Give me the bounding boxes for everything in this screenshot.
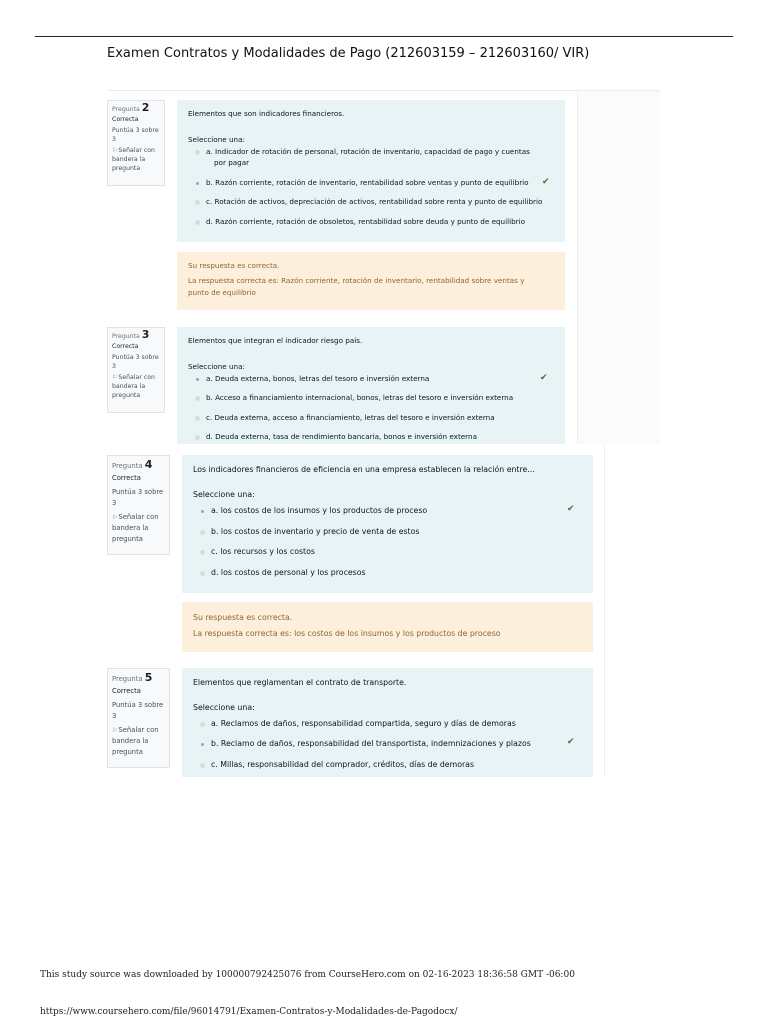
question-2-answer-c[interactable]: c. Rotación de activos, depreciación de activos, rentabilidad sobre renta y punto de equilibrio [195, 197, 542, 207]
question-4-score: Puntúa 3 sobre 3 [112, 488, 164, 507]
flag-icon: ⚐ [112, 727, 118, 734]
question-3-answer-a[interactable]: a. Deuda externa, bonos, letras del tesoro e inversión externa [195, 374, 429, 384]
radio-selected-icon[interactable] [201, 743, 204, 746]
question-2-answer-a-cont: por pagar [214, 158, 250, 167]
question-4-answer-b[interactable]: b. los costos de inventario y precio de venta de estos [200, 527, 419, 537]
question-4-text: Los indicadores financieros de eficiencia en una empresa establecen la relación entre... [193, 465, 535, 474]
question-5-prompt: Seleccione una: [193, 703, 255, 712]
question-5-state: Correcta [112, 687, 141, 695]
question-4-flag[interactable]: ⚐Señalar con bandera la pregunta [112, 513, 159, 543]
radio-icon[interactable] [195, 396, 200, 401]
question-3-number: Pregunta 3 [112, 328, 150, 341]
question-4-answer-d[interactable]: d. los costos de personal y los procesos [200, 568, 366, 578]
top-divider [35, 36, 733, 37]
question-2-text: Elementos que son indicadores financieros. [188, 109, 345, 118]
check-icon: ✔ [542, 177, 550, 187]
question-2-score: Puntúa 3 sobre 3 [112, 127, 159, 143]
footer-url-line[interactable]: https://www.coursehero.com/file/96014791/Examen-Contratos-y-Modalidades-de-Pagodocx/ [40, 1007, 458, 1017]
question-2-answer-b[interactable]: b. Razón corriente, rotación de inventario, rentabilidad sobre ventas y punto de equilibrio [195, 178, 529, 188]
document-title: Examen Contratos y Modalidades de Pago (212603159 – 212603160/ VIR) [107, 46, 590, 61]
question-3-answer-b[interactable]: b. Acceso a financiamiento internacional, bonos, letras del tesoro e inversión externa [195, 393, 513, 403]
footer-source-line: This study source was downloaded by 100000792425076 from CourseHero.com on 02-16-2023 18:36:58 GMT -06:00 [40, 970, 575, 980]
question-2-info [107, 100, 165, 186]
question-5-answer-b[interactable]: b. Reclamo de daños, responsabilidad del transportista, indemnizaciones y plazos [200, 739, 531, 749]
check-icon: ✔ [567, 737, 575, 747]
screenshot-questions-4-5 [107, 444, 605, 777]
radio-icon[interactable] [200, 530, 205, 535]
page-side-strip [577, 91, 660, 444]
question-4-answer-a[interactable]: a. los costos de los insumos y los productos de proceso [200, 506, 427, 516]
check-icon: ✔ [567, 504, 575, 514]
question-2-state: Correcta [112, 115, 139, 123]
question-2-prompt: Seleccione una: [188, 135, 245, 144]
question-5-score: Puntúa 3 sobre 3 [112, 701, 164, 720]
flag-icon: ⚐ [112, 374, 118, 382]
question-2-flag[interactable]: ⚐Señalar con bandera la pregunta [112, 147, 155, 172]
radio-icon[interactable] [200, 763, 205, 768]
screenshot-questions-2-3 [107, 90, 660, 444]
radio-icon[interactable] [200, 722, 205, 727]
radio-icon[interactable] [195, 435, 200, 440]
question-2-number: Pregunta 2 [112, 101, 150, 114]
question-2-answer-a[interactable]: a. Indicador de rotación de personal, rotación de inventario, capacidad de pago y cuentas [195, 147, 530, 157]
question-4-info [107, 455, 170, 555]
question-4-feedback-status: Su respuesta es correcta. [193, 613, 293, 622]
question-4-feedback-answer: La respuesta correcta es: los costos de los insumos y los productos de proceso [193, 629, 501, 638]
question-4-state: Correcta [112, 474, 141, 482]
radio-icon[interactable] [195, 220, 200, 225]
question-4-feedback [182, 602, 593, 652]
question-5-number: Pregunta 5 [112, 671, 153, 684]
flag-icon: ⚐ [112, 514, 118, 521]
question-5-text: Elementos que reglamentan el contrato de transporte. [193, 678, 407, 687]
radio-selected-icon[interactable] [201, 510, 204, 513]
radio-icon[interactable] [195, 150, 200, 155]
question-4-formulation [182, 455, 593, 593]
question-3-info [107, 327, 165, 413]
question-2-answer-d[interactable]: d. Razón corriente, rotación de obsoletos, rentabilidad sobre deuda y punto de equilibrio [195, 217, 525, 227]
radio-selected-icon[interactable] [196, 378, 199, 381]
question-5-formulation [182, 668, 593, 777]
radio-icon[interactable] [200, 571, 205, 576]
question-3-answer-c[interactable]: c. Deuda externa, acceso a financiamiento, letras del tesoro e inversión externa [195, 413, 495, 423]
question-2-feedback-status: Su respuesta es correcta. [188, 261, 280, 270]
question-3-score: Puntúa 3 sobre 3 [112, 354, 159, 370]
question-4-prompt: Seleccione una: [193, 490, 255, 499]
radio-icon[interactable] [195, 200, 200, 205]
question-3-prompt: Seleccione una: [188, 362, 245, 371]
question-3-formulation [177, 327, 565, 444]
question-5-answer-a[interactable]: a. Reclamos de daños, responsabilidad compartida, seguro y días de demoras [200, 719, 516, 729]
question-2-formulation [177, 100, 565, 242]
radio-icon[interactable] [195, 416, 200, 421]
flag-icon: ⚐ [112, 147, 118, 155]
question-3-flag[interactable]: ⚐Señalar con bandera la pregunta [112, 374, 155, 399]
radio-selected-icon[interactable] [196, 182, 199, 185]
question-5-info [107, 668, 170, 768]
question-5-answer-c[interactable]: c. Millas, responsabilidad del comprador, créditos, días de demoras [200, 760, 474, 770]
question-2-feedback [177, 252, 565, 310]
question-2-feedback-answer: La respuesta correcta es: Razón corriente, rotación de inventario, rentabilidad sobre ventas y punto de equilibrio [188, 276, 525, 297]
check-icon: ✔ [540, 373, 548, 383]
question-5-flag[interactable]: ⚐Señalar con bandera la pregunta [112, 726, 159, 756]
radio-icon[interactable] [200, 550, 205, 555]
question-4-answer-c[interactable]: c. los recursos y los costos [200, 547, 315, 557]
question-3-answer-d[interactable]: d. Deuda externa, tasa de rendimiento bancaria, bonos e inversión externa [195, 432, 477, 442]
question-3-text: Elementos que integran el indicador riesgo país. [188, 336, 363, 345]
question-4-number: Pregunta 4 [112, 458, 153, 471]
question-3-state: Correcta [112, 342, 139, 350]
